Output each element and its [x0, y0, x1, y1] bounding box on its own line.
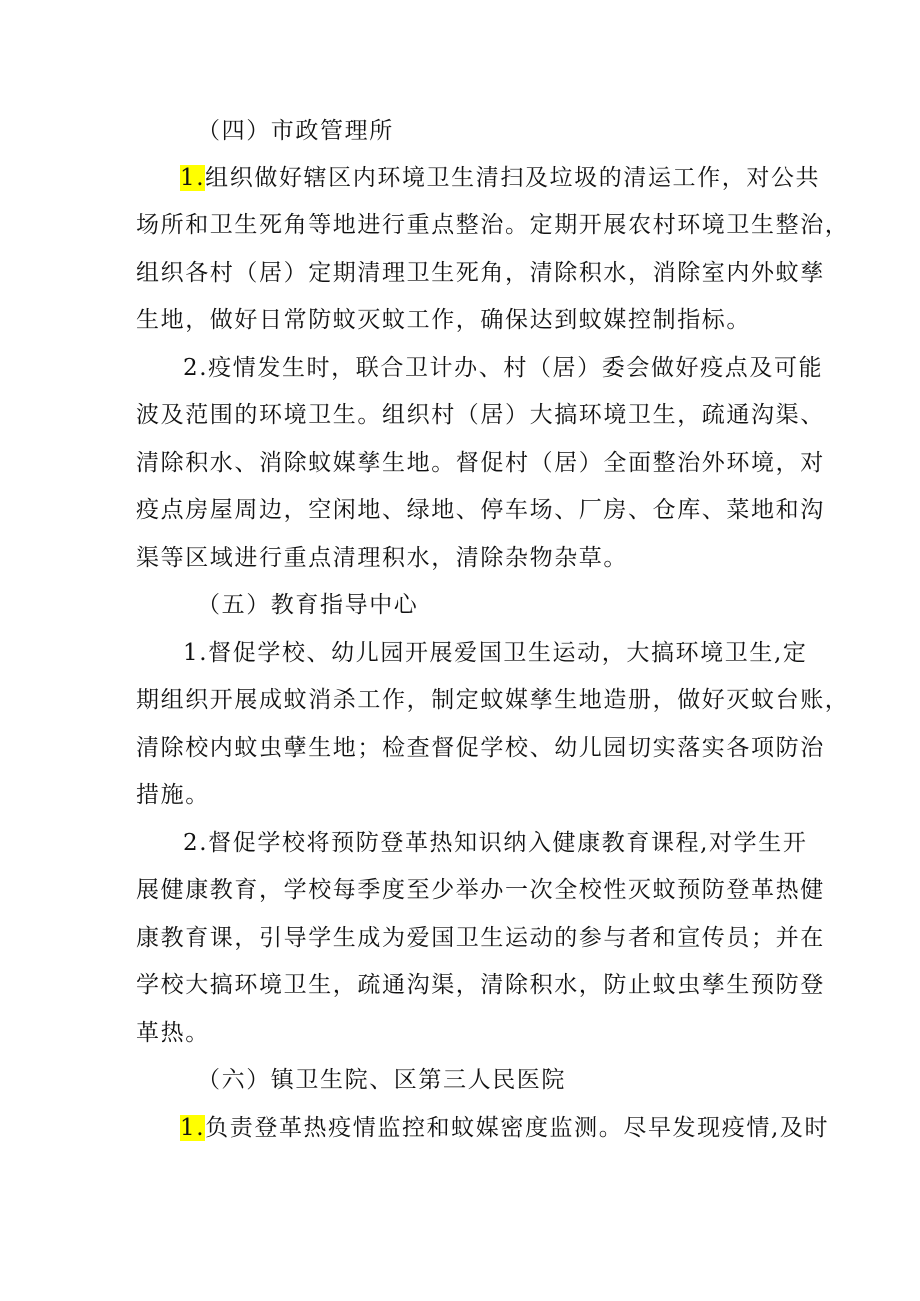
paragraph-line: 1.督促学校、幼儿园开展爱国卫生运动，大搞环境卫生,定 [183, 640, 808, 666]
paragraph-line: 学校大搞环境卫生，疏通沟渠，清除积水，防止蚊虫孳生预防登 [136, 972, 825, 998]
paragraph-line [180, 1113, 829, 1143]
section-heading-5: （五）教育指导中心 [197, 592, 419, 618]
paragraph-line: 2.疫情发生时，联合卫计办、村（居）委会做好疫点及可能 [183, 355, 824, 381]
paragraph-line: 展健康教育，学校每季度至少举办一次全校性灭蚊预防登革热健 [136, 877, 825, 903]
paragraph-line: 清除校内蚊虫孽生地；检查督促学校、幼儿园切实落实各项防治 [136, 735, 825, 761]
paragraph-line: 期组织开展成蚊消杀工作，制定蚊媒孳生地造册，做好灭蚊台账， [136, 687, 850, 713]
line-text: 组织做好辖区内环境卫生清扫及垃圾的清运工作，对公共 [205, 165, 821, 191]
paragraph-line: 生地，做好日常防蚊灭蚊工作，确保达到蚊媒控制指标。 [136, 307, 751, 333]
paragraph-line: 组织各村（居）定期清理卫生死角，清除积水，消除室内外蚊孳 [136, 260, 825, 286]
paragraph-line: 措施。 [136, 782, 210, 808]
paragraph-line: 渠等区域进行重点清理积水，清除杂物杂草。 [136, 545, 628, 571]
paragraph-line: 波及范围的环境卫生。组织村（居）大搞环境卫生，疏通沟渠、 [136, 402, 825, 428]
paragraph-line: 2.督促学校将预防登革热知识纳入健康教育课程,对学生开 [183, 830, 808, 856]
paragraph-line: 疫点房屋周边，空闲地、绿地、停车场、厂房、仓库、菜地和沟 [136, 497, 825, 523]
section-heading-4: （四）市政管理所 [197, 118, 394, 144]
highlighted-item-number: 1. [180, 165, 206, 191]
line-text: 负责登革热疫情监控和蚊媒密度监测。尽早发现疫情,及时 [205, 1115, 830, 1141]
paragraph-line: 革热。 [136, 1020, 210, 1046]
highlighted-item-number: 1. [180, 1115, 206, 1141]
section-heading-6: （六）镇卫生院、区第三人民医院 [197, 1067, 566, 1093]
paragraph-line: 康教育课，引导学生成为爱国卫生运动的参与者和宣传员；并在 [136, 925, 825, 951]
paragraph-line [180, 163, 820, 193]
paragraph-line: 场所和卫生死角等地进行重点整治。定期开展农村环境卫生整治， [136, 212, 850, 238]
paragraph-line: 清除积水、消除蚊媒孳生地。督促村（居）全面整治外环境，对 [136, 450, 825, 476]
